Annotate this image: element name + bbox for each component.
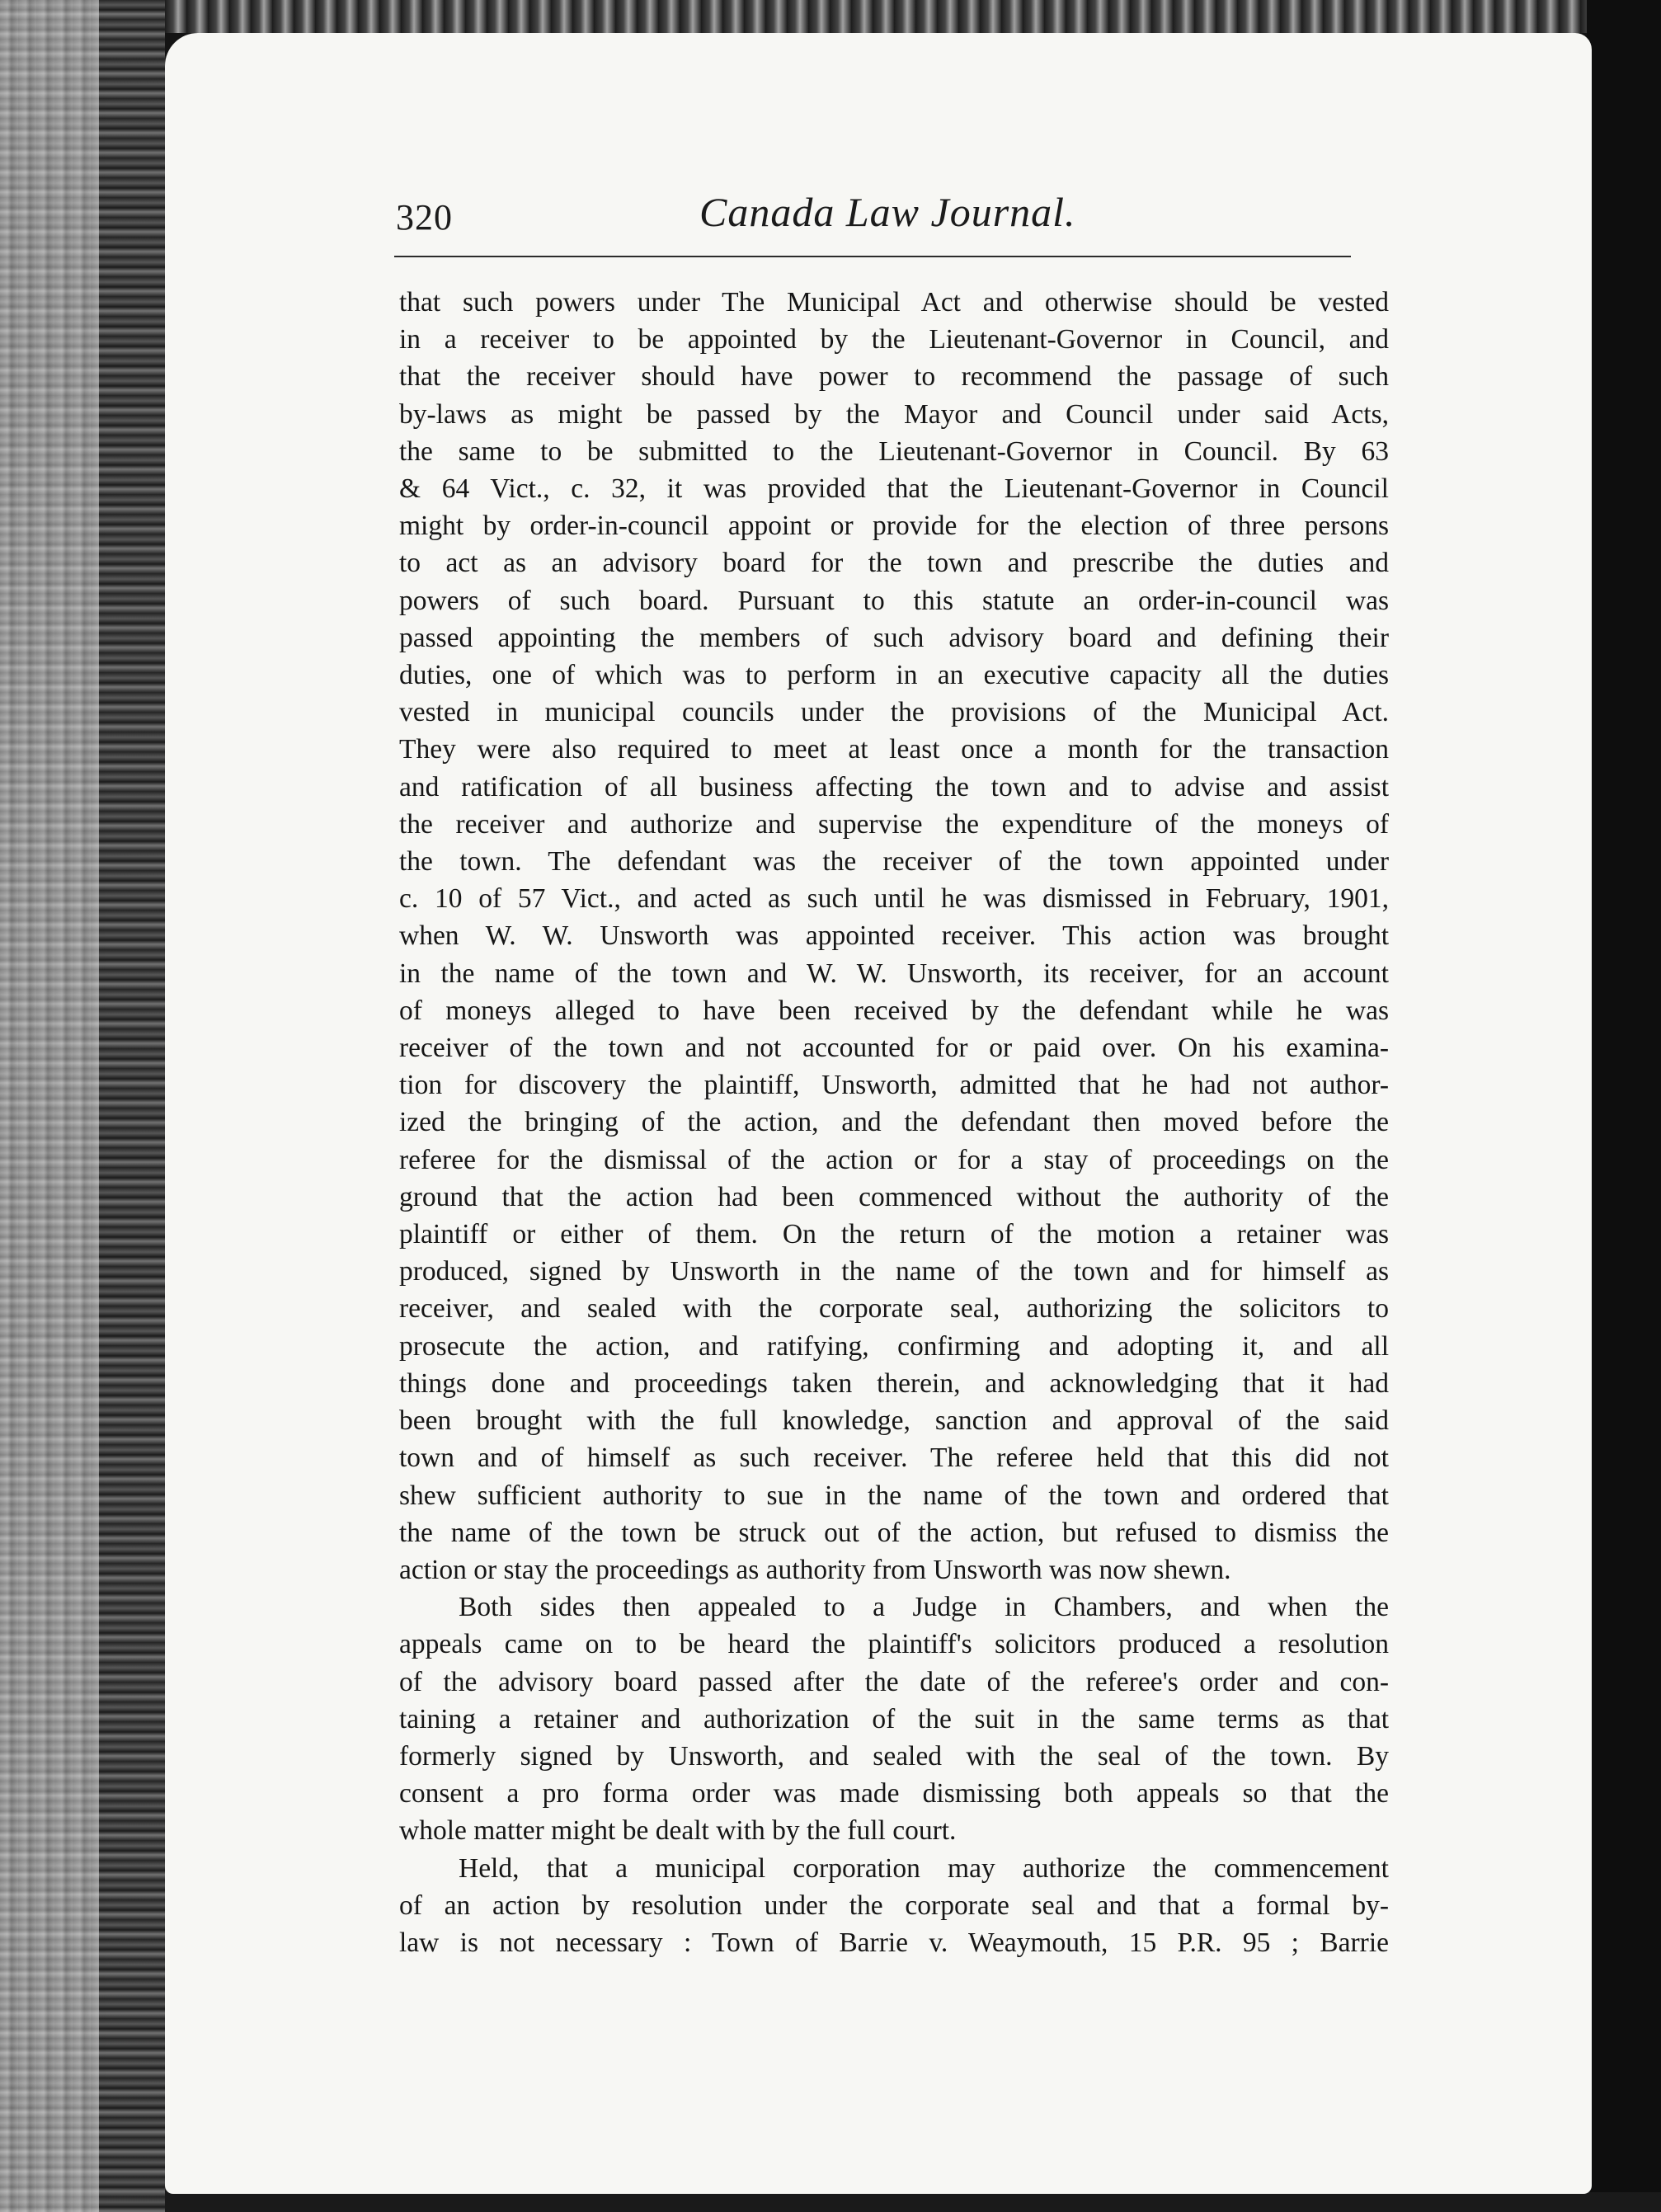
- text-line: vested in municipal councils under the provisions of the Municipal Act.: [399, 697, 1389, 728]
- text-line: that such powers under The Municipal Act and otherwise should be vested: [399, 287, 1389, 318]
- text-line: things done and proceedings taken therein, and acknowledging that it had: [399, 1367, 1389, 1399]
- page-header: [394, 188, 1343, 246]
- page-number: 320: [396, 197, 453, 238]
- text-line: consent a pro forma order was made dismissing both appeals so that the: [399, 1778, 1389, 1810]
- text-line: and ratification of all business affecting the town and to advise and assist: [399, 771, 1389, 802]
- text-line: town and of himself as such receiver. The referee held that this did not: [399, 1443, 1389, 1474]
- text-line: produced, signed by Unsworth in the name of the town and for himself as: [399, 1256, 1389, 1287]
- text-line: appeals came on to be heard the plaintiff's solicitors produced a resolution: [399, 1629, 1389, 1660]
- text-line: in a receiver to be appointed by the Lieutenant-Governor in Council, and: [399, 324, 1389, 355]
- text-line: ground that the action had been commenced without the authority of the: [399, 1181, 1389, 1212]
- text-line: taining a retainer and authorization of the suit in the same terms as that: [399, 1703, 1389, 1734]
- text-line: formerly signed by Unsworth, and sealed with the seal of the town. By: [399, 1740, 1389, 1772]
- text-line: & 64 Vict., c. 32, it was provided that the Lieutenant-Governor in Council: [399, 473, 1389, 505]
- text-line: of moneys alleged to have been received by the defendant while he was: [399, 995, 1389, 1026]
- text-line: of the advisory board passed after the date of the referee's order and con-: [399, 1666, 1389, 1697]
- text-line: passed appointing the members of such advisory board and defining their: [399, 622, 1389, 653]
- text-line: prosecute the action, and ratifying, confirming and adopting it, and all: [399, 1330, 1389, 1362]
- text-line: might by order-in-council appoint or provide for the election of three persons: [399, 511, 1389, 542]
- text-line: the receiver and authorize and supervise the expenditure of the moneys of: [399, 808, 1389, 840]
- text-line: receiver of the town and not accounted for or paid over. On his examina-: [399, 1033, 1389, 1064]
- text-line: ized the bringing of the action, and the defendant then moved before the: [399, 1107, 1389, 1138]
- text-line: action or stay the proceedings as authority from Unsworth was now shewn.: [399, 1554, 1231, 1585]
- text-line: that the receiver should have power to recommend the passage of such: [399, 361, 1389, 393]
- body-text: [399, 284, 1389, 1961]
- scan-shadow-right: [1587, 0, 1661, 2212]
- text-line: been brought with the full knowledge, sanction and approval of the said: [399, 1405, 1389, 1437]
- text-line: Both sides then appealed to a Judge in Chambers, and when the: [459, 1592, 1389, 1623]
- scan-shadow-top: [165, 0, 1661, 33]
- running-title: Canada Law Journal.: [699, 189, 1076, 235]
- text-line: powers of such board. Pursuant to this statute an order-in-council was: [399, 585, 1389, 616]
- scan-shadow-bottom: [165, 2192, 1661, 2212]
- text-line: shew sufficient authority to sue in the name of the town and ordered that: [399, 1480, 1389, 1511]
- header-rule: [394, 256, 1351, 257]
- text-line: c. 10 of 57 Vict., and acted as such until he was dismissed in February, 1901,: [399, 883, 1389, 915]
- text-line: of an action by resolution under the corporate seal and that a formal by-: [399, 1890, 1389, 1921]
- scan-shadow-left: [0, 0, 165, 2212]
- text-line: to act as an advisory board for the town and prescribe the duties and: [399, 548, 1389, 579]
- text-line: duties, one of which was to perform in an executive capacity all the duties: [399, 660, 1389, 691]
- text-line: the town. The defendant was the receiver of the town appointed under: [399, 846, 1389, 878]
- text-line: the name of the town be struck out of the action, but refused to dismiss the: [399, 1517, 1389, 1548]
- text-line: plaintiff or either of them. On the return of the motion a retainer was: [399, 1219, 1389, 1250]
- text-line: tion for discovery the plaintiff, Unsworth, admitted that he had not author-: [399, 1070, 1389, 1101]
- text-line: They were also required to meet at least once a month for the transaction: [399, 734, 1389, 765]
- text-line: whole matter might be dealt with by the full court.: [399, 1815, 957, 1847]
- text-line: law is not necessary : Town of Barrie v. Weaymouth, 15 P.R. 95 ; Barrie: [399, 1927, 1389, 1958]
- text-line: Held, that a municipal corporation may authorize the commencement: [459, 1852, 1389, 1884]
- text-line: receiver, and sealed with the corporate seal, authorizing the solicitors to: [399, 1293, 1389, 1325]
- text-line: referee for the dismissal of the action or for a stay of proceedings on the: [399, 1144, 1389, 1175]
- text-line: in the name of the town and W. W. Unsworth, its receiver, for an account: [399, 958, 1389, 989]
- text-line: the same to be submitted to the Lieutenant-Governor in Council. By 63: [399, 435, 1389, 467]
- text-line: when W. W. Unsworth was appointed receiver. This action was brought: [399, 920, 1389, 952]
- text-line: by-laws as might be passed by the Mayor and Council under said Acts,: [399, 398, 1389, 430]
